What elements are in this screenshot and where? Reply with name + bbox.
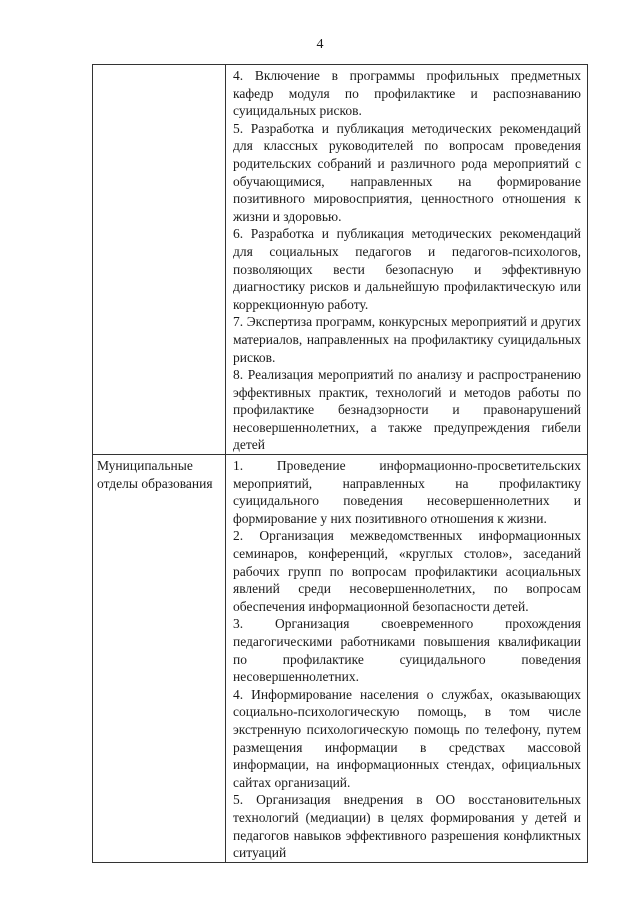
measures-cell — [226, 65, 588, 455]
list-item: 6. Разработка и публикация методических рекомендаций для социальных педагогов и педагогов-психологов, позволяющих вести безопасную и эффективную диагностику рисков и дальнейшую профилактическую или коррекционную работу. — [233, 226, 581, 312]
list-item: 4. Информирование населения о службах, оказывающих социально-психологическую помощь, в том числе экстренную психологическую помощь по телефону, путем размещения информации в средствах массовой информации, на информационных стендах, официальных сайтах организаций. — [233, 686, 581, 790]
list-item: 5. Разработка и публикация методических рекомендаций для классных руководителей по вопросам проведения родительских собраний и различного рода мероприятий с обучающимися, направленных на формирование позитивного мировосприятия, ценностного отношения к жизни и здоровью. — [233, 120, 581, 224]
table-row — [93, 65, 588, 455]
list-item: 3. Организация своевременного прохождения педагогическими работниками повышения квалификации по профилактике суицидального поведения несовершеннолетних. — [233, 616, 581, 685]
responsible-cell — [93, 65, 226, 455]
responsible-cell: Муниципальные отделы образования — [93, 455, 226, 863]
list-item: 1. Проведение информационно-просветительских мероприятий, направленных на профилактику суицидального поведения несовершеннолетних и формирование у них позитивного отношения к жизни. — [233, 458, 581, 526]
list-item: 5. Организация внедрения в ОО восстановительных технологий (медиации) в целях формирования у детей и педагогов навыков эффективного разрешения конфликтных ситуаций — [233, 792, 581, 861]
measures-cell — [226, 455, 588, 863]
measures-table — [92, 64, 588, 863]
list-item: 7. Экспертиза программ, конкурсных мероприятий и других материалов, направленных на профилактику суицидальных рисков. — [233, 314, 581, 365]
list-item: 4. Включение в программы профильных предметных кафедр модуля по профилактике и распознаванию суицидальных рисков. — [233, 68, 581, 119]
table-row — [93, 455, 588, 863]
page-number: 4 — [316, 37, 324, 52]
list-item: 2. Организация межведомственных информационных семинаров, конференций, «круглых столов», заседаний рабочих групп по вопросам профилактики асоциальных явлений среди несовершеннолетних, по вопросам обеспечения информационной безопасности детей. — [233, 528, 581, 614]
list-item: 8. Реализация мероприятий по анализу и распространению эффективных практик, технологий и методов работы по профилактике безнадзорности и правонарушений несовершеннолетних, а также предупреждения гибели детей — [233, 367, 581, 453]
